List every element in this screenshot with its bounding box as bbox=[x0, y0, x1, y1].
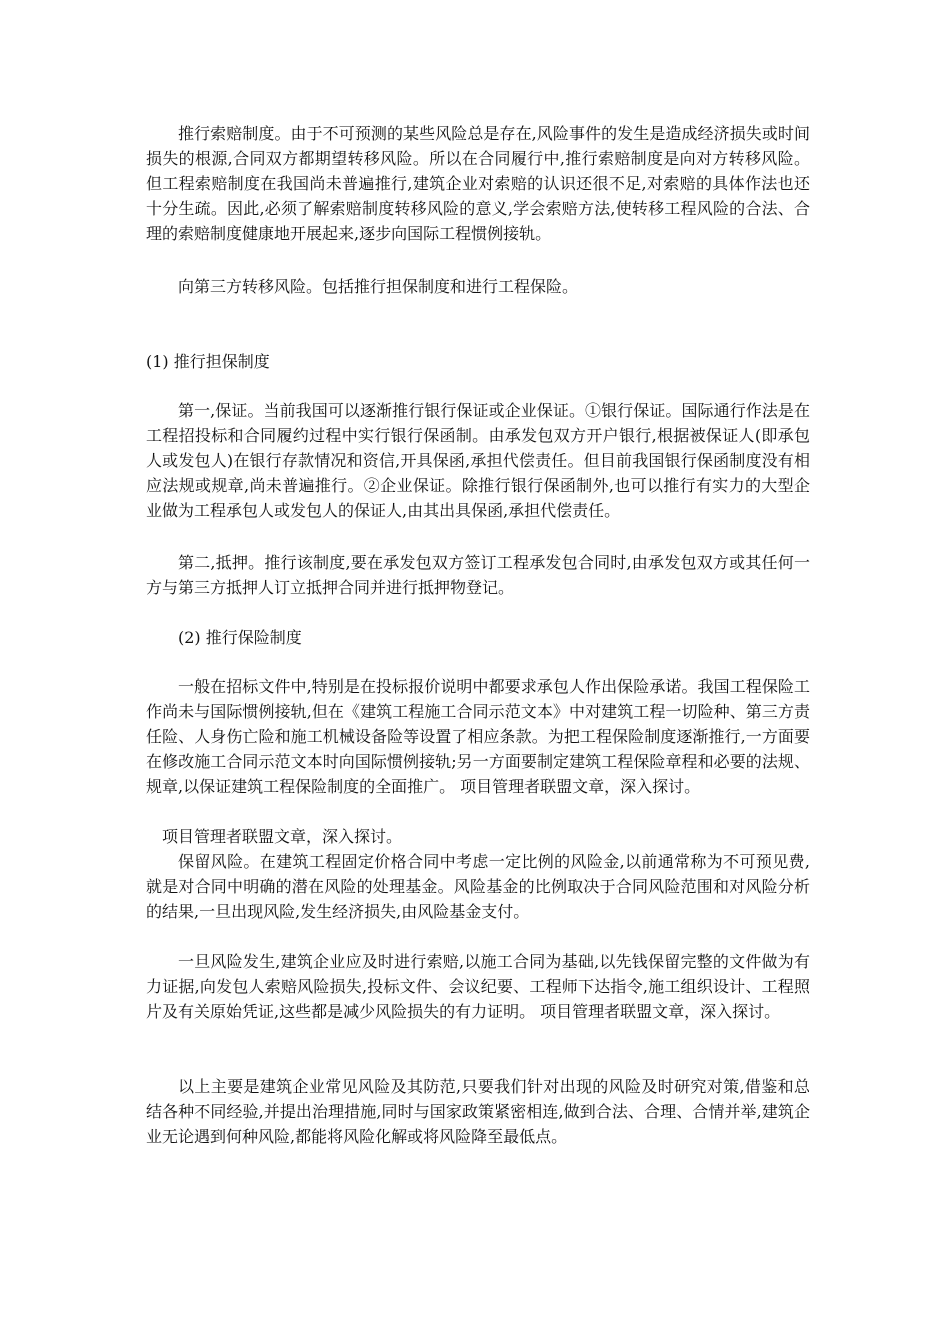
paragraph-claims-system: 推行索赔制度。由于不可预测的某些风险总是存在,风险事件的发生是造成经济损失或时间损失的根源,合同双方都期望转移风险。所以在合同履行中,推行索赔制度是向对方转移风险。但工程索赔制度在我国尚未普遍推行,建筑企业对索赔的认识还很不足,对索赔的具体作法也还十分生疏。因此,必须了解索赔制度转移风险的意义,学会索赔方法,使转移工程风险的合法、合理的索赔制度健康地开展起来,逐步向国际工程惯例接轨。 bbox=[146, 124, 810, 243]
paragraph-insurance: 一般在招标文件中,特别是在投标报价说明中都要求承包人作出保险承诺。我国工程保险工作尚未与国际惯例接轨,但在《建筑工程施工合同示范文本》中对建筑工程一切险种、第三方责任险、人身伤亡险和施工机械设备险等设置了相应条款。为把工程保险制度逐渐推行,一方面要在修改施工合同示范文本时向国际惯例接轨;另一方面要制定建筑工程保险章程和必要的法规、规章,以保证建筑工程保险制度的全面推广。 项目管理者联盟文章，深入探讨。 bbox=[146, 677, 810, 796]
heading-guarantee-system: (1) 推行担保制度 bbox=[146, 352, 270, 371]
paragraph-guarantee: 第一,保证。当前我国可以逐渐推行银行保证或企业保证。①银行保证。国际通行作法是在工程招投标和合同履约过程中实行银行保函制。由承发包双方开户银行,根据被保证人(即承包人或发包人)在银行存款情况和资信,开具保函,承担代偿责任。但目前我国银行保函制度没有相应法规或规章,尚未普遍推行。②企业保证。除推行银行保函制外,也可以推行有实力的大型企业做为工程承包人或发包人的保证人,由其出具保函,承担代偿责任。 bbox=[146, 401, 810, 520]
paragraph-source-note: 项目管理者联盟文章，深入探讨。 bbox=[162, 827, 403, 846]
heading-insurance-system: (2) 推行保险制度 bbox=[178, 628, 302, 647]
paragraph-mortgage: 第二,抵押。推行该制度,要在承发包双方签订工程承发包合同时,由承发包双方或其任何一方与第三方抵押人订立抵押合同并进行抵押物登记。 bbox=[146, 553, 810, 597]
paragraph-conclusion: 以上主要是建筑企业常见风险及其防范,只要我们针对出现的风险及时研究对策,借鉴和总结各种不同经验,并提出治理措施,同时与国家政策紧密相连,做到合法、合理、合情并举,建筑企业无论遇到何种风险,都能将风险化解或将风险降至最低点。 bbox=[146, 1077, 810, 1146]
paragraph-retain-risk: 保留风险。在建筑工程固定价格合同中考虑一定比例的风险金,以前通常称为不可预见费,就是对合同中明确的潜在风险的处理基金。风险基金的比例取决于合同风险范围和对风险分析的结果,一旦出现风险,发生经济损失,由风险基金支付。 bbox=[146, 852, 810, 921]
paragraph-claim-after-risk: 一旦风险发生,建筑企业应及时进行索赔,以施工合同为基础,以先钱保留完整的文件做为有力证据,向发包人索赔风险损失,投标文件、会议纪要、工程师下达指令,施工组织设计、工程照片及有关原始凭证,这些都是减少风险损失的有力证明。 项目管理者联盟文章，深入探讨。 bbox=[146, 952, 810, 1021]
paragraph-third-party-transfer: 向第三方转移风险。包括推行担保制度和进行工程保险。 bbox=[178, 277, 579, 296]
